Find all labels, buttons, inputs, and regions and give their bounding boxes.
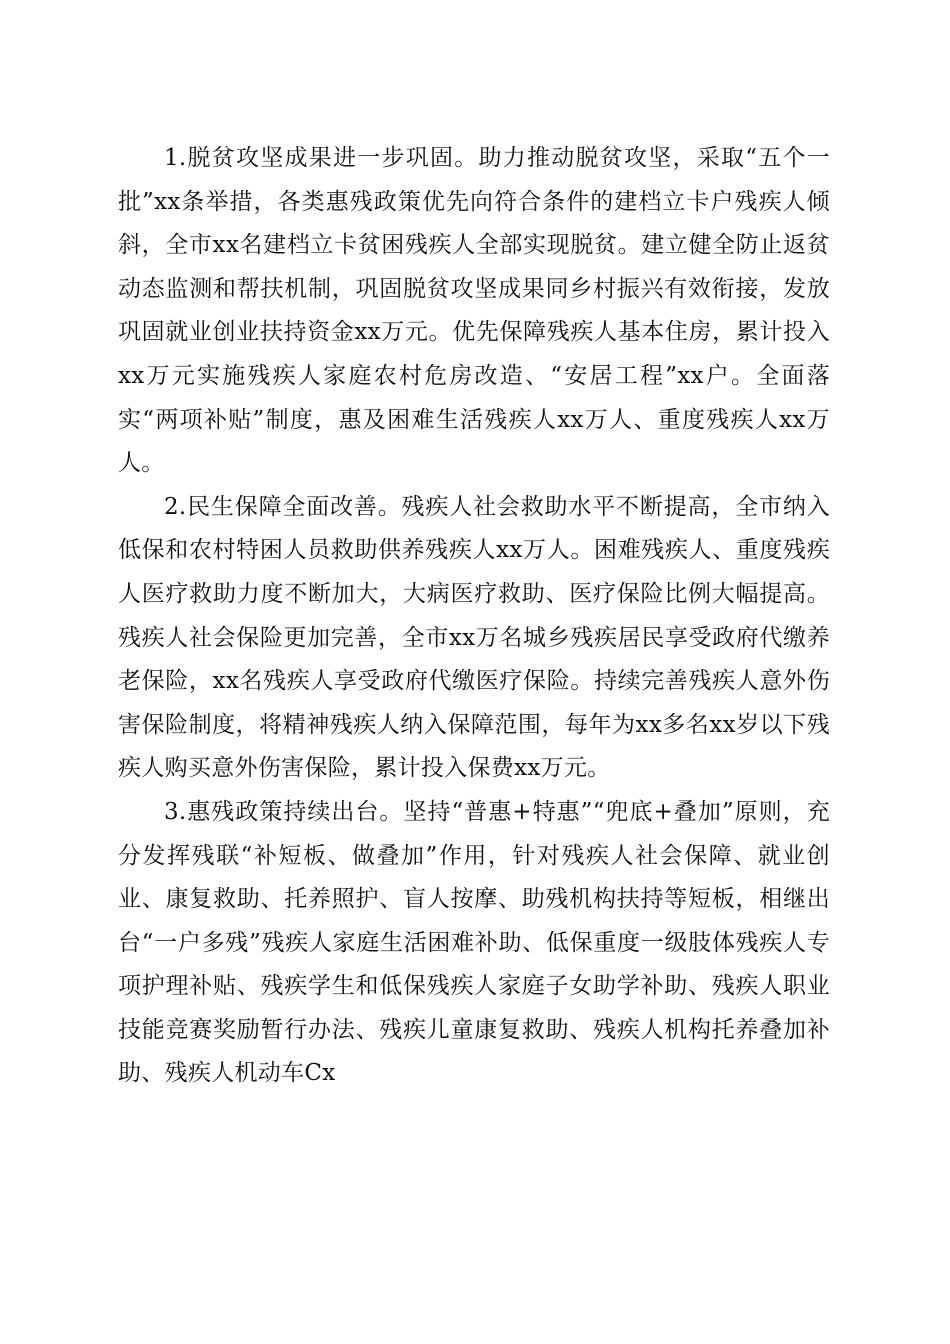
document-body (118, 137, 830, 1096)
paragraph-livelihood-security: 2.民生保障全面改善。残疾人社会救助水平不断提高，全市纳入低保和农村特困人员救助供养残疾人xx万人。困难残疾人、重度残疾人医疗救助力度不断加大，大病医疗救助、医疗保险比例大幅提高。残疾人社会保险更加完善，全市xx万名城乡残疾居民享受政府代缴养老保险，xx名残疾人享受政府代缴医疗保险。持续完善残疾人意外伤害保险制度，将精神残疾人纳入保障范围，每年为xx多名xx岁以下残疾人购买意外伤害保险，累计投入保费xx万元。 (118, 493, 830, 782)
paragraph-benefit-policies: 3.惠残政策持续出台。坚持“普惠+特惠”“兜底+叠加”原则，充分发挥残联“补短板、做叠加”作用，针对残疾人社会保障、就业创业、康复救助、托养照护、盲人按摩、助残机构扶持等短板，相继出台“一户多残”残疾人家庭生活困难补助、低保重度一级肢体残疾人专项护理补贴、残疾学生和低保残疾人家庭子女助学补助、残疾人职业技能竞赛奖励暂行办法、残疾儿童康复救助、残疾人机构托养叠加补助、残疾人机动车Cx (118, 798, 830, 1087)
paragraph-poverty-alleviation: 1.脱贫攻坚成果进一步巩固。助力推动脱贫攻坚，采取“五个一批”xx条举措，各类惠残政策优先向符合条件的建档立卡户残疾人倾斜，全市xx名建档立卡贫困残疾人全部实现脱贫。建立健全防止返贫动态监测和帮扶机制，巩固脱贫攻坚成果同乡村振兴有效衔接，发放巩固就业创业扶持资金xx万元。优先保障残疾人基本住房，累计投入xx万元实施残疾人家庭农村危房改造、“安居工程”xx户。全面落实“两项补贴”制度，惠及困难生活残疾人xx万人、重度残疾人xx万人。 (118, 145, 830, 477)
